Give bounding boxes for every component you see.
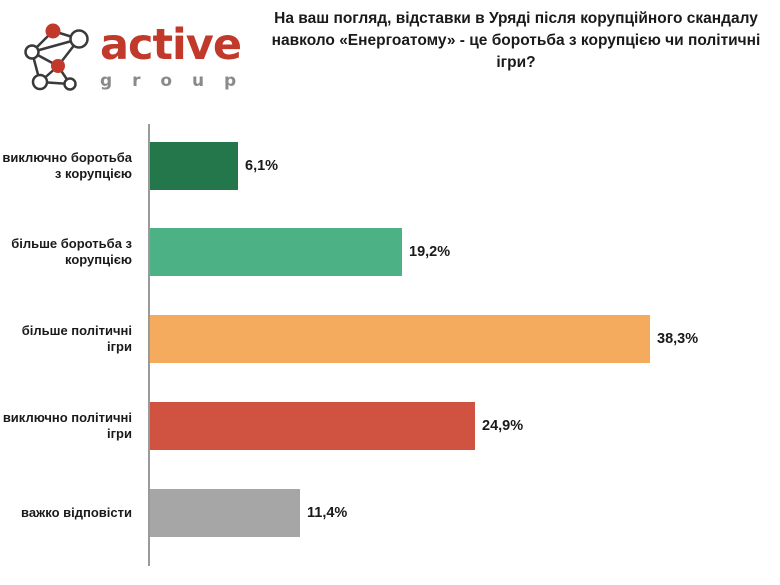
network-nodes-icon [12,14,98,100]
chart-row [0,212,780,292]
brand-logo [8,10,258,102]
category-label: більше політичні ігри [21,322,132,354]
brand-name: active [100,20,241,70]
page-title: На ваш погляд, відставки в Уряді після корупційного скандалу навколо «Енергоатому» - це боротьба з корупцією чи політичні ігри? [271,10,761,71]
bar-container [150,212,780,292]
category-label: важко відповісти [21,504,132,520]
bar-container [150,473,780,553]
bar-segment [150,142,238,190]
bar-value-label: 38,3% [657,331,699,347]
chart-row [0,299,780,379]
category-label: виключно політичні ігри [2,409,132,441]
chart-row [0,386,780,466]
bar-segment [150,489,300,537]
brand-wordmark [100,20,260,91]
chart-row [0,473,780,553]
bar-container [150,299,780,379]
bar-container [150,386,780,466]
brand-subtitle: g r o u p [100,71,244,91]
bar-chart [0,112,780,585]
bar-segment [150,228,402,276]
bar-value-label: 6,1% [245,158,279,174]
category-label: виключно боротьба з корупцією [2,149,132,181]
bar-segment [150,402,475,450]
bar-value-label: 24,9% [482,418,524,434]
bar-container [150,126,780,206]
chart-header [0,0,780,112]
category-label: більше боротьба з корупцією [11,235,132,267]
chart-row [0,126,780,206]
bar-value-label: 11,4% [307,505,348,521]
bar-value-label: 19,2% [409,244,451,260]
bar-segment [150,315,650,363]
